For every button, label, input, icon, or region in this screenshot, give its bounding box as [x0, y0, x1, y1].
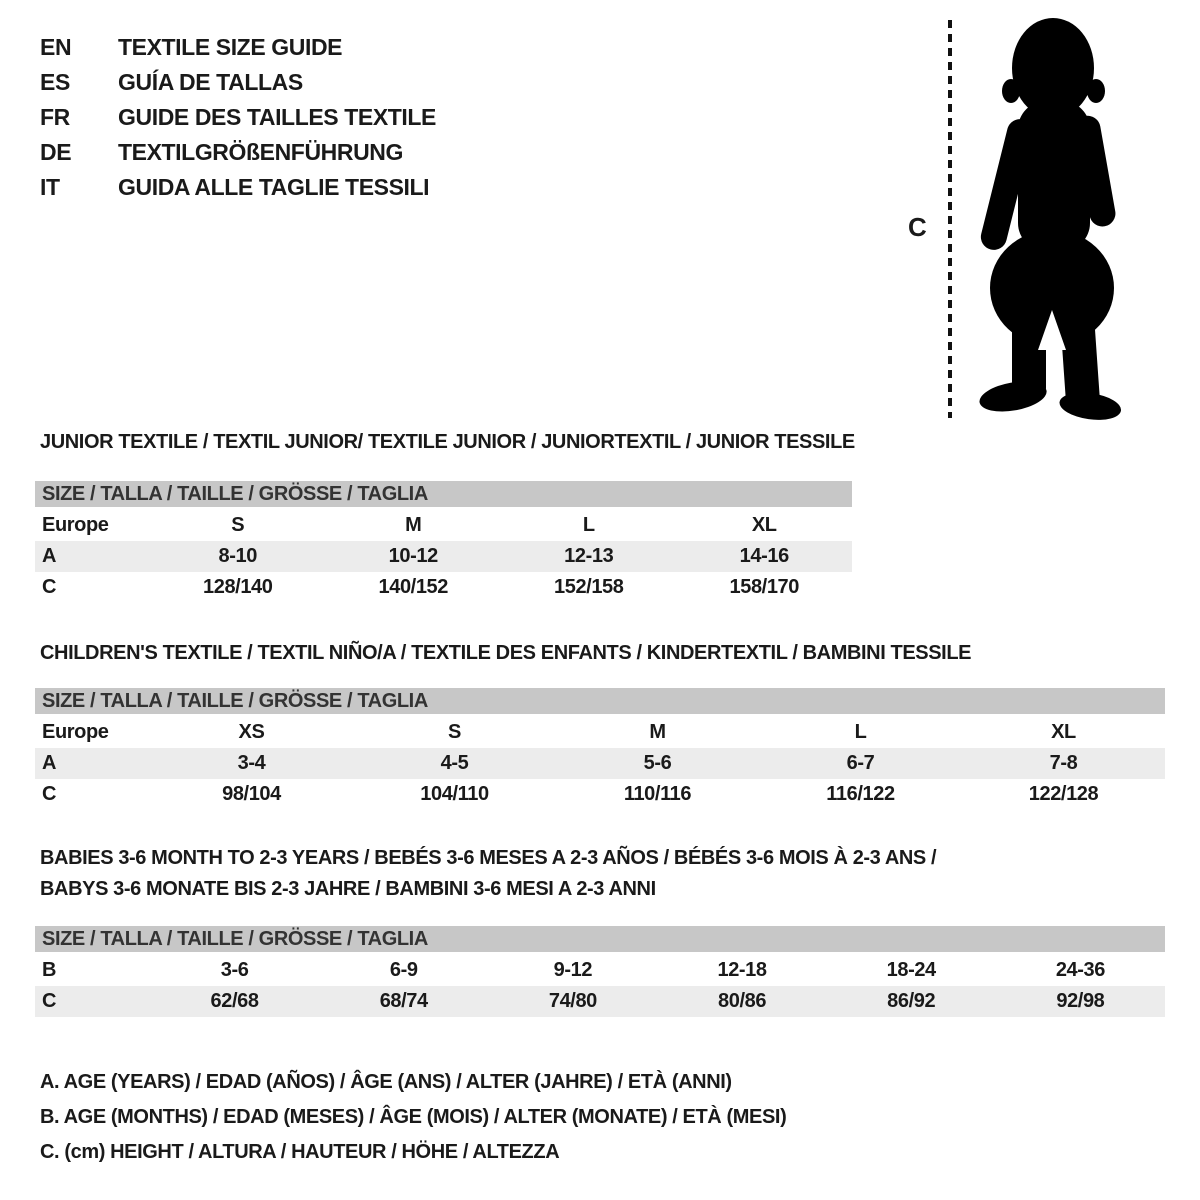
size-cell: 80/86	[657, 986, 826, 1017]
size-cell: 92/98	[996, 986, 1165, 1017]
size-cell: S	[231, 514, 245, 536]
language-row	[40, 135, 436, 170]
size-cell: S	[448, 721, 461, 743]
table-row	[35, 510, 852, 541]
size-cell: 104/110	[420, 783, 489, 805]
junior-section-title: JUNIOR TEXTILE / TEXTIL JUNIOR/ TEXTILE JUNIOR / JUNIORTEXTIL / JUNIOR TESSILE	[40, 431, 855, 453]
row-label: Europe	[42, 721, 109, 743]
size-cell: 6-9	[389, 959, 418, 981]
babies-size-table	[35, 926, 1165, 1017]
table-row	[35, 986, 1165, 1017]
row-label: C	[42, 576, 57, 598]
size-cell: 18-24	[886, 959, 936, 981]
size-cell: XL	[1051, 721, 1076, 743]
size-cell: 12-13	[501, 541, 677, 572]
row-label: C	[42, 783, 57, 805]
language-row	[40, 30, 436, 65]
language-code: EN	[40, 34, 72, 60]
size-cell: 86/92	[827, 986, 996, 1017]
size-table-header: SIZE / TALLA / TAILLE / GRÖSSE / TAGLIA	[35, 688, 1165, 717]
size-cell: XL	[751, 514, 777, 536]
row-label: C	[35, 986, 150, 1017]
size-cell: 10-12	[326, 541, 502, 572]
size-cell: L	[582, 514, 595, 536]
language-code: DE	[40, 139, 72, 165]
size-cell: 4-5	[353, 748, 556, 779]
language-label: GUÍA DE TALLAS	[118, 69, 303, 95]
size-cell: M	[405, 514, 422, 536]
row-label: A	[35, 748, 150, 779]
language-row	[40, 65, 436, 100]
size-cell: M	[649, 721, 666, 743]
size-cell: 98/104	[222, 783, 281, 805]
legend-line-c: C. (cm) HEIGHT / ALTURA / HAUTEUR / HÖHE / ALTEZZA	[40, 1141, 560, 1163]
table-row	[35, 572, 852, 603]
size-cell: 140/152	[378, 576, 448, 598]
language-code: ES	[40, 69, 70, 95]
junior-size-table	[35, 481, 852, 603]
dimension-c-label: C	[908, 212, 927, 242]
size-cell: 158/170	[729, 576, 799, 598]
toddler-silhouette-icon	[968, 16, 1143, 421]
size-table-header: SIZE / TALLA / TAILLE / GRÖSSE / TAGLIA	[35, 926, 1165, 955]
table-row	[35, 955, 1165, 986]
language-label: GUIDA ALLE TAGLIE TESSILI	[118, 174, 430, 200]
row-label: Europe	[42, 514, 109, 536]
table-row	[35, 541, 852, 572]
size-cell: L	[854, 721, 867, 743]
height-measure-figure	[905, 16, 1160, 426]
table-row	[35, 748, 1165, 779]
language-code: FR	[40, 104, 70, 130]
size-cell: 6-7	[759, 748, 962, 779]
legend	[40, 1065, 786, 1170]
size-cell: 5-6	[556, 748, 759, 779]
height-dashed-line	[948, 20, 952, 418]
language-label: TEXTILE SIZE GUIDE	[118, 34, 343, 60]
table-row	[35, 779, 1165, 810]
size-cell: 9-12	[553, 959, 593, 981]
size-cell: 122/128	[1028, 783, 1099, 805]
size-cell: 8-10	[150, 541, 326, 572]
children-size-table	[35, 688, 1165, 810]
language-label: TEXTILGRÖßENFÜHRUNG	[118, 139, 403, 165]
legend-line-b: B. AGE (MONTHS) / EDAD (MESES) / ÂGE (MOIS) / ALTER (MONATE) / ETÀ (MESI)	[40, 1106, 787, 1128]
size-cell: XS	[238, 721, 265, 743]
size-cell: 128/140	[203, 576, 273, 598]
size-cell: 62/68	[150, 986, 319, 1017]
language-label: GUIDE DES TAILLES TEXTILE	[118, 104, 436, 130]
size-cell: 24-36	[1055, 959, 1105, 981]
language-code: IT	[40, 174, 60, 200]
size-cell: 3-4	[150, 748, 353, 779]
size-cell: 74/80	[488, 986, 657, 1017]
size-cell: 68/74	[319, 986, 488, 1017]
size-cell: 14-16	[677, 541, 853, 572]
language-row	[40, 170, 436, 205]
language-row	[40, 100, 436, 135]
size-cell: 12-18	[717, 959, 767, 981]
size-cell: 7-8	[962, 748, 1165, 779]
size-cell: 3-6	[220, 959, 249, 981]
language-list	[40, 30, 436, 205]
table-row	[35, 717, 1165, 748]
babies-section-title-line2: BABYS 3-6 MONATE BIS 2-3 JAHRE / BAMBINI 3-6 MESI A 2-3 ANNI	[40, 878, 656, 900]
size-cell: 116/122	[826, 783, 895, 805]
size-cell: 110/116	[623, 783, 692, 805]
row-label: B	[42, 959, 57, 981]
size-table-header: SIZE / TALLA / TAILLE / GRÖSSE / TAGLIA	[35, 481, 852, 510]
row-label: A	[35, 541, 150, 572]
size-cell: 152/158	[554, 576, 624, 598]
babies-section-title-line1: BABIES 3-6 MONTH TO 2-3 YEARS / BEBÉS 3-6 MESES A 2-3 AÑOS / BÉBÉS 3-6 MOIS À 2-3 ANS /	[40, 847, 937, 869]
children-section-title: CHILDREN'S TEXTILE / TEXTIL NIÑO/A / TEXTILE DES ENFANTS / KINDERTEXTIL / BAMBINI TESSILE	[40, 642, 972, 664]
legend-line-a: A. AGE (YEARS) / EDAD (AÑOS) / ÂGE (ANS) / ALTER (JAHRE) / ETÀ (ANNI)	[40, 1071, 732, 1093]
